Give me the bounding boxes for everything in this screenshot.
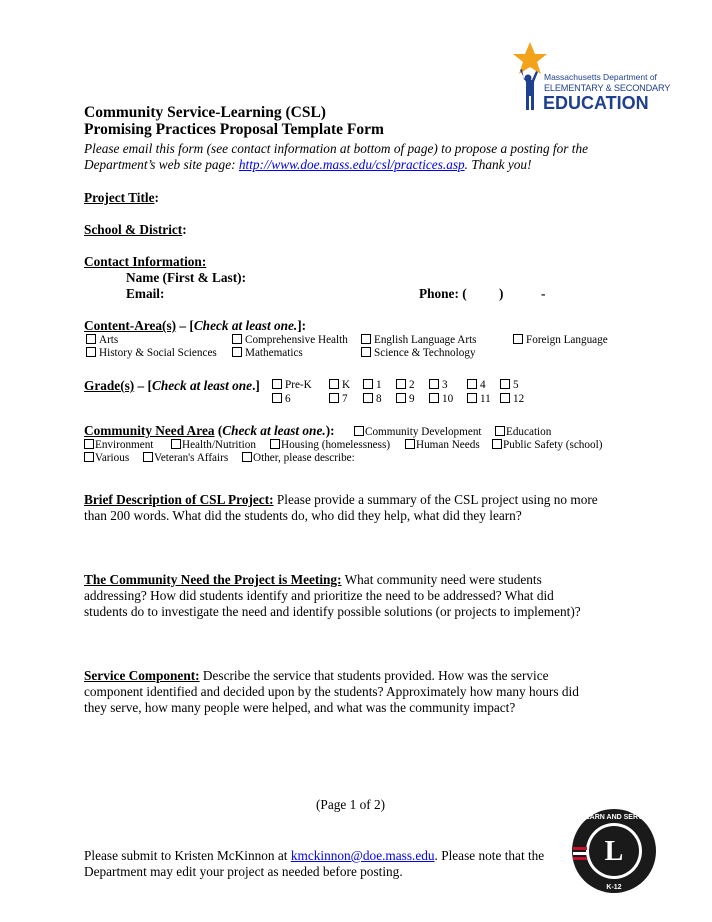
checkbox-label: English Language Arts xyxy=(374,334,477,346)
practices-link[interactable]: http://www.doe.mass.edu/csl/practices.asp xyxy=(238,157,465,172)
seal-icon xyxy=(571,808,657,894)
service-heading: Service Component: xyxy=(84,668,200,683)
checkbox-arts[interactable] xyxy=(86,334,118,347)
checkbox-science[interactable] xyxy=(361,347,476,360)
checkbox-label: 5 xyxy=(513,379,519,391)
phone-label: Phone: ( xyxy=(419,286,467,301)
checkbox-grade-k[interactable] xyxy=(329,379,350,392)
checkbox-comprehensive-health[interactable] xyxy=(232,334,348,347)
need-meeting-heading: The Community Need the Project is Meeting: xyxy=(84,572,342,587)
brief-text: Please provide a summary of the CSL project using no more xyxy=(273,492,598,507)
checkbox-label: 10 xyxy=(442,393,454,405)
service-line1 xyxy=(84,668,549,684)
brief-line1 xyxy=(84,492,598,508)
school-district-label xyxy=(84,222,187,238)
brief-line2: than 200 words. What did the students do, who did they help, what did they learn? xyxy=(84,508,522,523)
checkbox-label: Environment xyxy=(95,439,154,451)
checkbox-label: Mathematics xyxy=(245,347,303,359)
instr-post: ]: xyxy=(297,318,307,333)
need-meeting-line1 xyxy=(84,572,542,588)
need-meeting-line3: students do to investigate the need and identify possible solutions (or projects to implement)? xyxy=(84,604,581,619)
checkbox-label: Comprehensive Health xyxy=(245,334,348,346)
checkbox-various[interactable] xyxy=(84,452,129,465)
logo-line2: ELEMENTARY & SECONDARY xyxy=(544,83,671,93)
phone-close: ) xyxy=(499,286,504,301)
name-label: Name (First & Last): xyxy=(126,270,247,285)
content-area-heading xyxy=(84,318,306,334)
instr: Check at least one xyxy=(151,378,253,393)
submit-line2: Department may edit your project as needed before posting. xyxy=(84,864,403,879)
checkbox-grade-2[interactable] xyxy=(396,379,415,392)
checkbox-community-development[interactable] xyxy=(354,426,482,439)
need-meeting-text: What community need were students xyxy=(341,572,542,587)
brief-heading: Brief Description of CSL Project: xyxy=(84,492,274,507)
colon: : xyxy=(182,222,187,237)
checkbox-public-safety[interactable] xyxy=(492,439,602,452)
doe-logo xyxy=(508,40,688,120)
checkbox-label: 12 xyxy=(513,393,525,405)
grades-title: Grade(s) xyxy=(84,378,135,393)
checkbox-label: 11 xyxy=(480,393,491,405)
checkbox-label: Human Needs xyxy=(416,439,480,451)
checkbox-label: Arts xyxy=(99,334,119,346)
checkbox-label: Housing (homelessness) xyxy=(281,439,391,451)
seal-top-text: LEARN AND SERVE xyxy=(580,814,648,821)
star-figure-icon xyxy=(508,40,548,120)
contact-heading: Contact Information: xyxy=(84,254,207,269)
school-district-text: School & District xyxy=(84,222,183,237)
need-meeting-line2: addressing? How did students identify and prioritize the need to be addressed? What did xyxy=(84,588,554,603)
checkbox-label: Public Safety (school) xyxy=(503,439,603,451)
submit-text: Please submit to Kristen McKinnon at xyxy=(84,848,291,863)
checkbox-label: Community Development xyxy=(365,426,482,438)
checkbox-label: 1 xyxy=(376,379,382,391)
logo-line1: Massachusetts Department of xyxy=(544,72,657,82)
instr-post: .] xyxy=(252,378,260,393)
content-area-title: Content-Area(s) xyxy=(84,318,177,333)
colon: : xyxy=(154,190,159,205)
instr: Check at least one. xyxy=(193,318,298,333)
checkbox-label: Health/Nutrition xyxy=(182,439,256,451)
seal-letter: L xyxy=(604,836,624,867)
checkbox-other[interactable] xyxy=(242,452,355,465)
checkbox-label: Veteran's Affairs xyxy=(154,452,229,464)
checkbox-label: History & Social Sciences xyxy=(99,347,217,359)
checkbox-label: Education xyxy=(506,426,552,438)
checkbox-veterans-affairs[interactable] xyxy=(143,452,228,465)
checkbox-grade-7[interactable] xyxy=(329,393,348,406)
checkbox-grade-3[interactable] xyxy=(429,379,448,392)
checkbox-grade-9[interactable] xyxy=(396,393,415,406)
checkbox-label: 2 xyxy=(409,379,415,391)
checkbox-label: 4 xyxy=(480,379,486,391)
checkbox-mathematics[interactable] xyxy=(232,347,303,360)
checkbox-grade-5[interactable] xyxy=(500,379,519,392)
checkbox-housing[interactable] xyxy=(270,439,390,452)
checkbox-foreign-language[interactable] xyxy=(513,334,608,347)
instr-pre: – [ xyxy=(134,378,152,393)
logo-line3: EDUCATION xyxy=(543,93,649,113)
submit-line1 xyxy=(84,848,544,864)
project-title-text: Project Title xyxy=(84,190,155,205)
checkbox-grade-12[interactable] xyxy=(500,393,524,406)
email-label: Email: xyxy=(126,286,165,301)
checkbox-grade-11[interactable] xyxy=(467,393,491,406)
checkbox-health-nutrition[interactable] xyxy=(171,439,256,452)
grades-heading xyxy=(84,378,260,394)
submit-note: . Please note that the xyxy=(434,848,545,863)
checkbox-label: 8 xyxy=(376,393,382,405)
checkbox-label: 7 xyxy=(342,393,348,405)
page-number: (Page 1 of 2) xyxy=(316,797,386,812)
checkbox-label: 3 xyxy=(442,379,448,391)
checkbox-human-needs[interactable] xyxy=(405,439,480,452)
checkbox-label: Pre-K xyxy=(285,379,312,391)
intro-line1: Please email this form (see contact information at bottom of page) to propose a posting for the xyxy=(84,141,589,156)
seal-bottom-text: K-12 xyxy=(606,884,622,891)
intro-thanks: . Thank you! xyxy=(464,157,532,172)
checkbox-label: K xyxy=(342,379,351,391)
checkbox-grade-prek[interactable] xyxy=(272,379,312,392)
email-link[interactable]: kmckinnon@doe.mass.edu xyxy=(290,848,435,863)
checkbox-label: 6 xyxy=(285,393,291,405)
instr: Check at least one. xyxy=(222,423,326,438)
instr-post: ): xyxy=(325,423,335,438)
checkbox-grade-4[interactable] xyxy=(467,379,486,392)
checkbox-label: Various xyxy=(95,452,130,464)
checkbox-grade-10[interactable] xyxy=(429,393,453,406)
instr-pre: – [ xyxy=(176,318,194,333)
intro-text: Department’s web site page: xyxy=(84,157,239,172)
checkbox-label: Other, please describe: xyxy=(253,452,355,464)
checkbox-grade-6[interactable] xyxy=(272,393,291,406)
title-line1: Community Service-Learning (CSL) xyxy=(84,104,326,121)
service-text: Describe the service that students provided. How was the service xyxy=(199,668,549,683)
phone-dash: - xyxy=(541,286,546,301)
service-line3: they serve, how many people were helped, and what was the community impact? xyxy=(84,700,516,715)
checkbox-education[interactable] xyxy=(495,426,551,439)
checkbox-ela[interactable] xyxy=(361,334,477,347)
service-line2: component identified and decided upon by the students? Approximately how many hours did xyxy=(84,684,579,699)
checkbox-label: Science & Technology xyxy=(374,347,476,359)
need-area-title: Community Need Area xyxy=(84,423,215,438)
checkbox-label: 9 xyxy=(409,393,415,405)
checkbox-history[interactable] xyxy=(86,347,217,360)
checkbox-grade-8[interactable] xyxy=(363,393,382,406)
project-title-label xyxy=(84,190,159,206)
title-line2: Promising Practices Proposal Template Form xyxy=(84,121,384,138)
learn-and-serve-seal xyxy=(571,808,657,894)
checkbox-label: Foreign Language xyxy=(526,334,608,346)
instr-pre: ( xyxy=(214,423,223,438)
need-area-heading xyxy=(84,423,335,439)
checkbox-environment[interactable] xyxy=(84,439,153,452)
checkbox-grade-1[interactable] xyxy=(363,379,382,392)
intro-line2 xyxy=(84,157,532,173)
